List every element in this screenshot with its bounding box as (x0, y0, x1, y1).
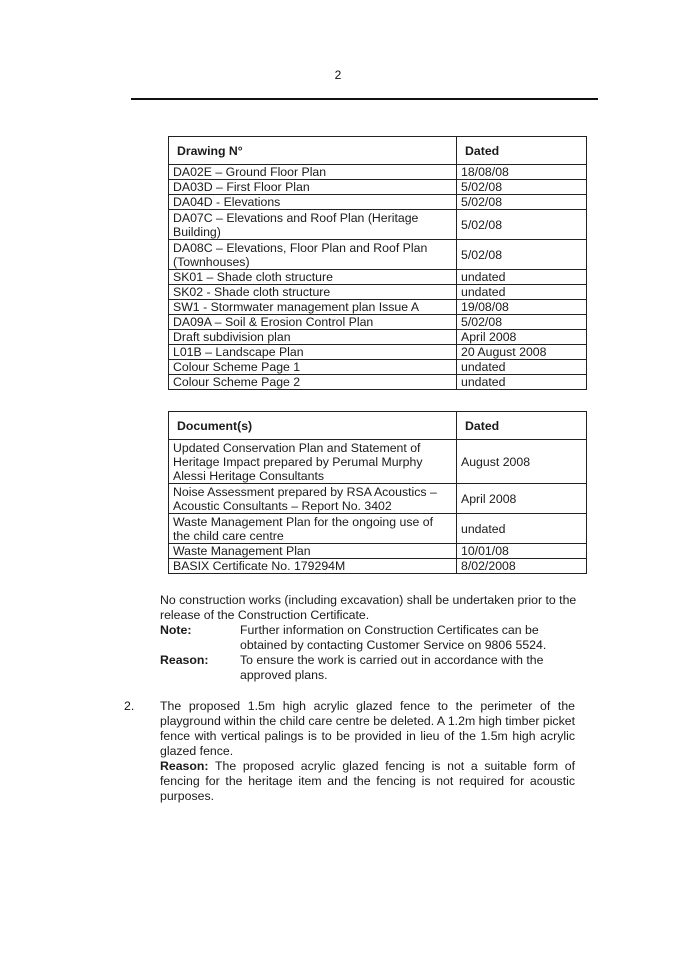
drawing-name: DA07C – Elevations and Roof Plan (Heritage Building) (169, 210, 457, 240)
column-header: Document(s) (169, 412, 457, 440)
header-rule (131, 98, 598, 100)
drawing-date: 19/08/08 (457, 300, 587, 315)
column-header: Dated (457, 137, 587, 165)
drawing-date: undated (457, 270, 587, 285)
table-row (169, 360, 587, 375)
table-header-row (169, 412, 587, 440)
drawing-name: Colour Scheme Page 2 (169, 375, 457, 390)
document-name: Updated Conservation Plan and Statement of Heritage Impact prepared by Perumal Murphy Alessi Heritage Consultants (169, 440, 457, 484)
table-row (169, 544, 587, 559)
drawing-name: DA08C – Elevations, Floor Plan and Roof Plan (Townhouses) (169, 240, 457, 270)
document-name: BASIX Certificate No. 179294M (169, 559, 457, 574)
table-row (169, 180, 587, 195)
drawing-name: Draft subdivision plan (169, 330, 457, 345)
condition-2-reason (160, 759, 575, 804)
drawing-date: 20 August 2008 (457, 345, 587, 360)
drawings-table (168, 136, 587, 390)
table-row (169, 440, 587, 484)
drawing-date: 5/02/08 (457, 240, 587, 270)
drawing-name: DA02E – Ground Floor Plan (169, 165, 457, 180)
document-date: April 2008 (457, 484, 587, 514)
drawing-date: undated (457, 360, 587, 375)
document-date: August 2008 (457, 440, 587, 484)
document-date: 10/01/08 (457, 544, 587, 559)
table-row (169, 345, 587, 360)
reason-text: To ensure the work is carried out in accordance with the approved plans. (240, 653, 544, 682)
table-row (169, 195, 587, 210)
document-name: Waste Management Plan for the ongoing use of the child care centre (169, 514, 457, 544)
page-number: 2 (334, 68, 342, 82)
drawing-name: SK01 – Shade cloth structure (169, 270, 457, 285)
drawing-date: 5/02/08 (457, 210, 587, 240)
drawing-date: April 2008 (457, 330, 587, 345)
table-row (169, 285, 587, 300)
drawing-name: Colour Scheme Page 1 (169, 360, 457, 375)
note-label: Note: (160, 623, 192, 637)
table-row (169, 165, 587, 180)
document-name: Waste Management Plan (169, 544, 457, 559)
condition-2-text: The proposed 1.5m high acrylic glazed fence to the perimeter of the playground within the child care centre be deleted. A 1.2m high timber picket fence with vertical palings is to be provided in lieu of the 1.5m high acrylic glazed fence. (160, 699, 575, 758)
table-row (169, 315, 587, 330)
drawing-name: DA03D – First Floor Plan (169, 180, 457, 195)
construction-condition-text: No construction works (including excavation) shall be undertaken prior to the release of the Construction Certificate. (160, 593, 577, 622)
condition-2-reason-text: The proposed acrylic glazed fencing is not a suitable form of fencing for the heritage item and the fencing is not required for acoustic purposes. (160, 759, 575, 803)
drawing-date: 5/02/08 (457, 315, 587, 330)
document-date: undated (457, 514, 587, 544)
condition-2-reason-label: Reason: (160, 759, 209, 773)
drawing-name: SW1 - Stormwater management plan Issue A (169, 300, 457, 315)
table-row (169, 300, 587, 315)
drawing-date: undated (457, 375, 587, 390)
drawing-date: undated (457, 285, 587, 300)
documents-table (168, 411, 587, 574)
table-row (169, 514, 587, 544)
drawing-date: 5/02/08 (457, 195, 587, 210)
reason-label: Reason: (160, 653, 209, 667)
column-header: Drawing N° (169, 137, 457, 165)
table-header-row (169, 137, 587, 165)
table-row (169, 375, 587, 390)
table-row (169, 559, 587, 574)
drawing-date: 5/02/08 (457, 180, 587, 195)
table-row (169, 240, 587, 270)
document-name: Noise Assessment prepared by RSA Acoustics –Acoustic Consultants – Report No. 3402 (169, 484, 457, 514)
note-text: Further information on Construction Certificates can be obtained by contacting Customer Service on 9806 5524. (240, 623, 547, 652)
drawing-name: DA04D - Elevations (169, 195, 457, 210)
column-header: Dated (457, 412, 587, 440)
table-row (169, 210, 587, 240)
table-row (169, 270, 587, 285)
condition-number: 2. (124, 699, 135, 713)
table-row (169, 330, 587, 345)
document-date: 8/02/2008 (457, 559, 587, 574)
drawing-date: 18/08/08 (457, 165, 587, 180)
drawing-name: SK02 - Shade cloth structure (169, 285, 457, 300)
table-row (169, 484, 587, 514)
drawing-name: L01B – Landscape Plan (169, 345, 457, 360)
drawing-name: DA09A – Soil & Erosion Control Plan (169, 315, 457, 330)
